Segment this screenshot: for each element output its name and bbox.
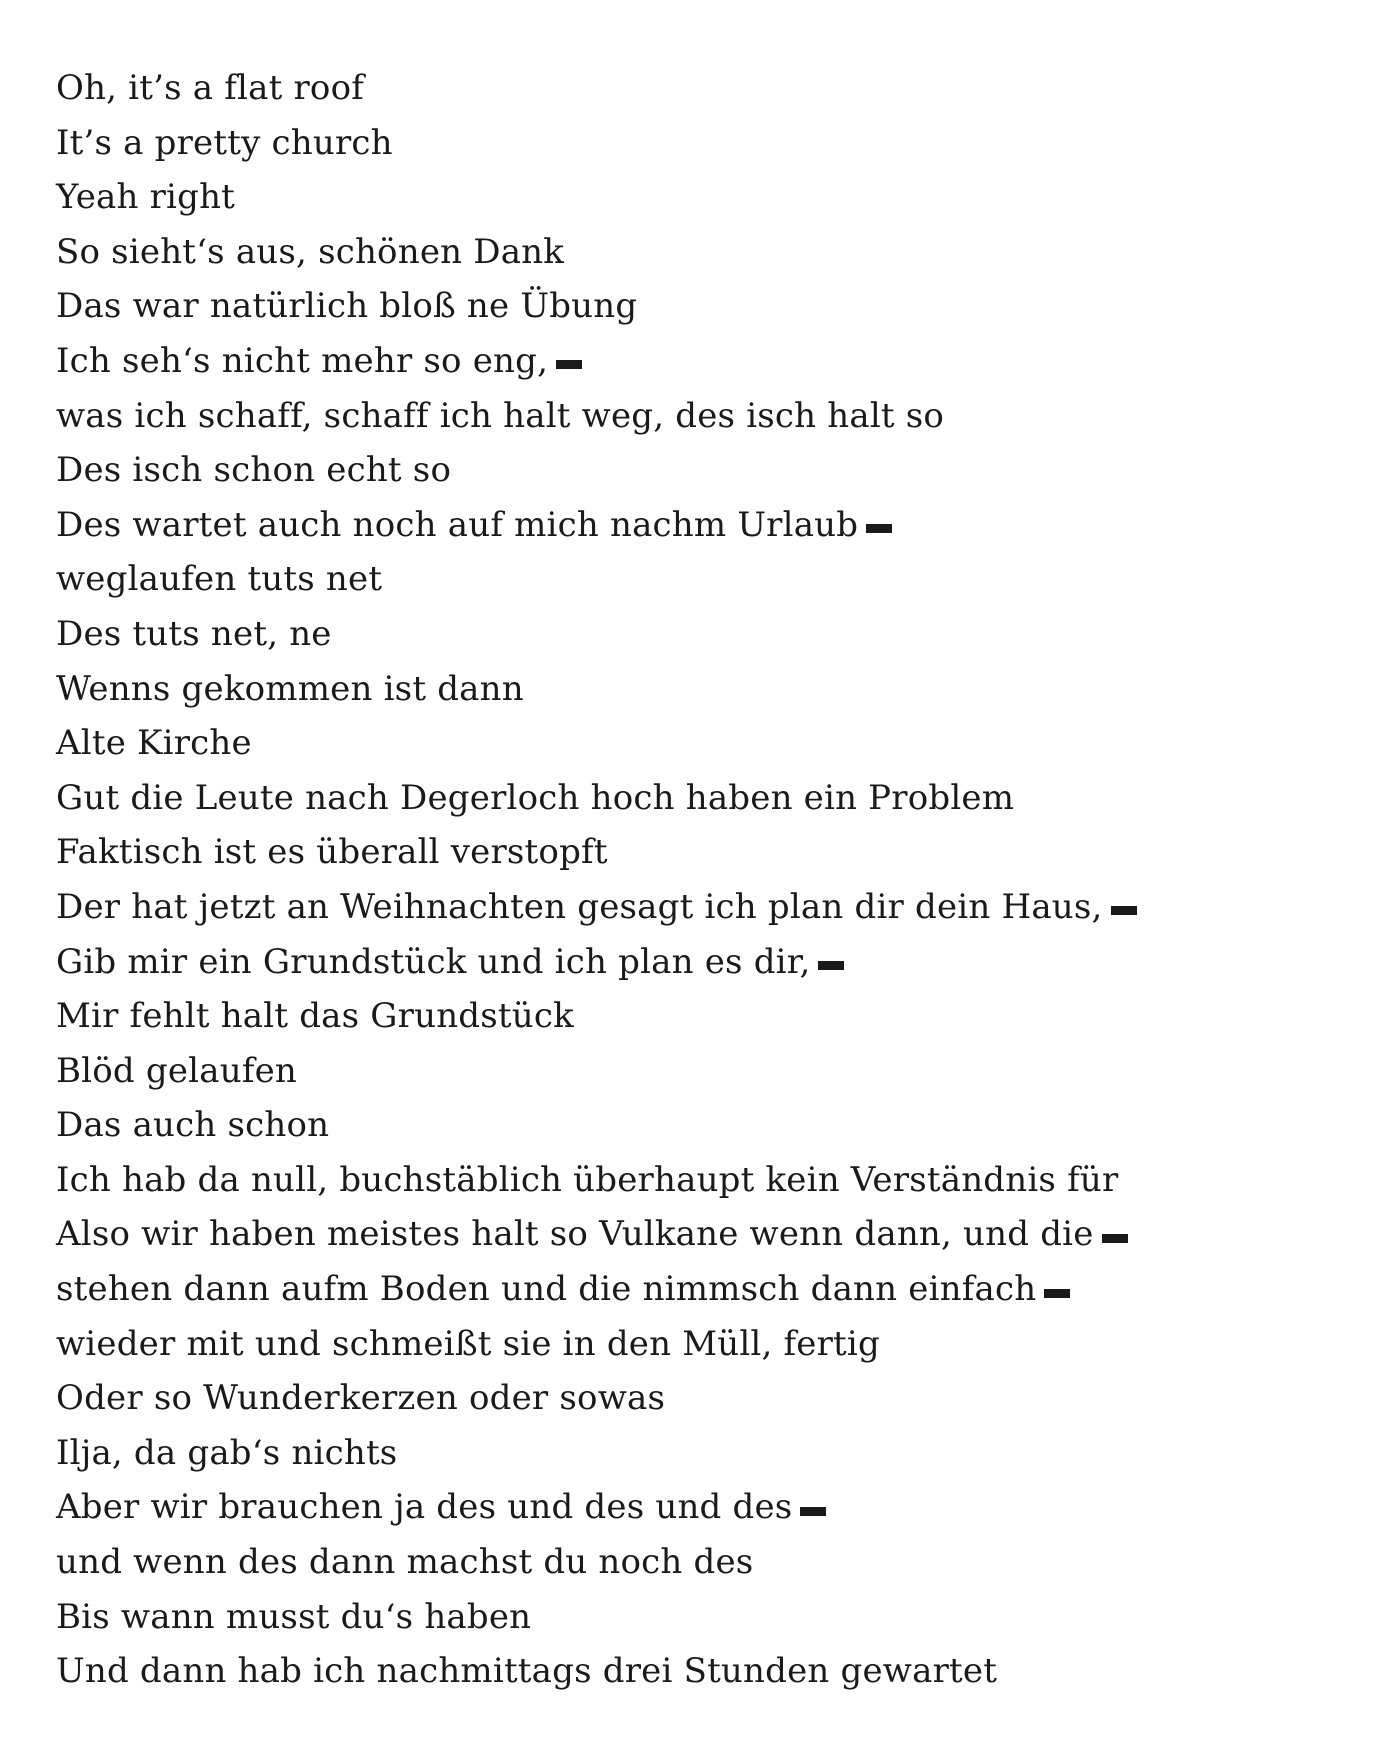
- text-line: [56, 498, 1346, 553]
- text-line: [56, 989, 1346, 1044]
- text-line: [56, 1153, 1346, 1208]
- text-line: [56, 1480, 1346, 1535]
- line-text: Des wartet auch noch auf mich nachm Urlaub: [56, 504, 859, 545]
- poem-page: [56, 61, 1346, 1699]
- line-text: It’s a pretty church: [56, 122, 393, 163]
- line-text: Wenns gekommen ist dann: [56, 668, 524, 709]
- text-line: [56, 443, 1346, 498]
- text-line: [56, 225, 1346, 280]
- text-line: [56, 1426, 1346, 1481]
- text-line: [56, 1371, 1346, 1426]
- text-line: [56, 825, 1346, 880]
- line-continuation-marker: [1102, 1234, 1128, 1243]
- line-text: Das war natürlich bloß ne Übung: [56, 286, 638, 327]
- line-text: stehen dann aufm Boden und die nimmsch dann einfach: [56, 1269, 1037, 1310]
- line-text: Oh, it’s a flat roof: [56, 68, 365, 108]
- line-continuation-marker: [800, 1507, 826, 1516]
- line-continuation-marker: [556, 360, 582, 369]
- line-text: Und dann hab ich nachmittags drei Stunden gewartet: [56, 1651, 998, 1692]
- line-text: Gut die Leute nach Degerloch hoch haben ein Problem: [56, 777, 1015, 818]
- line-text: Mir fehlt halt das Grundstück: [56, 996, 574, 1037]
- text-line: [56, 662, 1346, 717]
- line-continuation-marker: [818, 961, 844, 970]
- text-line: [56, 334, 1346, 389]
- text-line: [56, 935, 1346, 990]
- line-text: und wenn des dann machst du noch des: [56, 1542, 754, 1583]
- line-text: Das auch schon: [56, 1105, 330, 1146]
- text-line: [56, 1590, 1346, 1645]
- text-line: [56, 116, 1346, 171]
- line-text: Ich hab da null, buchstäblich überhaupt kein Verständnis für: [56, 1159, 1119, 1200]
- line-text: Gib mir ein Grundstück und ich plan es dir,: [56, 941, 811, 982]
- line-text: Des tuts net, ne: [56, 613, 332, 654]
- line-text: Yeah right: [56, 177, 236, 218]
- text-line: [56, 1644, 1346, 1699]
- line-text: Blöd gelaufen: [56, 1050, 298, 1091]
- line-text: Der hat jetzt an Weihnachten gesagt ich plan dir dein Haus,: [56, 886, 1103, 927]
- line-text: Ilja, da gab‘s nichts: [56, 1432, 398, 1473]
- line-text: Faktisch ist es überall verstopft: [56, 832, 608, 873]
- text-line: [56, 389, 1346, 444]
- text-line: [56, 1262, 1346, 1317]
- text-line: [56, 1207, 1346, 1262]
- text-line: [56, 880, 1346, 935]
- line-text: was ich schaff, schaff ich halt weg, des isch halt so: [56, 395, 945, 436]
- line-text: Alte Kirche: [56, 723, 252, 764]
- text-line: [56, 716, 1346, 771]
- line-text: weglaufen tuts net: [56, 559, 383, 600]
- text-line: [56, 279, 1346, 334]
- line-continuation-marker: [1044, 1289, 1070, 1298]
- line-text: Des isch schon echt so: [56, 450, 452, 491]
- line-text: wieder mit und schmeißt sie in den Müll, fertig: [56, 1323, 880, 1364]
- text-line: [56, 771, 1346, 826]
- line-text: So sieht‘s aus, schönen Dank: [56, 231, 565, 272]
- line-continuation-marker: [866, 524, 892, 533]
- line-text: Oder so Wunderkerzen oder sowas: [56, 1378, 666, 1419]
- line-text: Bis wann musst du‘s haben: [56, 1596, 532, 1637]
- text-line: [56, 61, 1346, 116]
- line-continuation-marker: [1111, 906, 1137, 915]
- line-text: Ich seh‘s nicht mehr so eng,: [56, 340, 549, 381]
- text-line: [56, 170, 1346, 225]
- text-line: [56, 1098, 1346, 1153]
- text-line: [56, 1044, 1346, 1099]
- text-line: [56, 552, 1346, 607]
- line-text: Also wir haben meistes halt so Vulkane wenn dann, und die: [56, 1214, 1094, 1255]
- line-text: Aber wir brauchen ja des und des und des: [56, 1487, 793, 1528]
- text-line: [56, 607, 1346, 662]
- text-line: [56, 1317, 1346, 1372]
- text-line: [56, 1535, 1346, 1590]
